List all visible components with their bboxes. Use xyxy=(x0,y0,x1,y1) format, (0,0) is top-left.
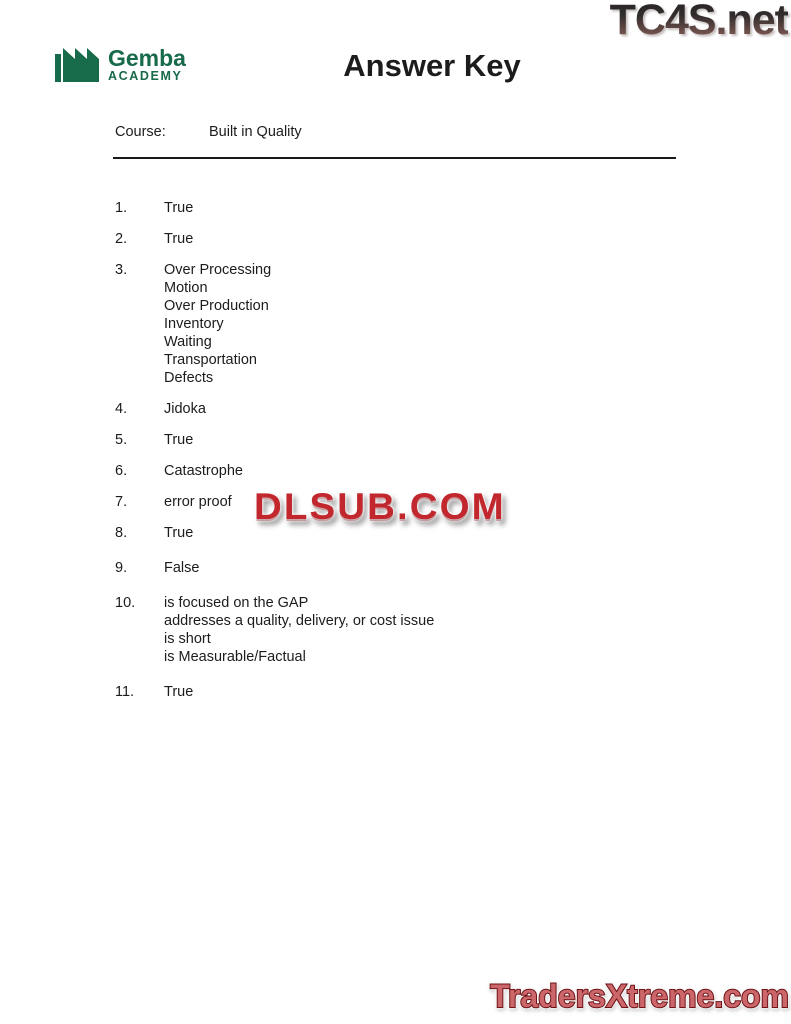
watermark-tradersxtreme: TradersXtreme.com xyxy=(490,978,789,1014)
answer-item xyxy=(115,230,675,248)
answer-line: Over Production xyxy=(164,298,269,314)
logo-subtitle: ACADEMY xyxy=(108,69,183,83)
answer-number: 1. xyxy=(115,200,128,216)
answer-line: is focused on the GAP xyxy=(164,595,309,611)
answer-lines xyxy=(164,230,193,248)
horizontal-rule xyxy=(113,157,676,159)
answer-item xyxy=(115,199,675,217)
answer-line: Waiting xyxy=(164,334,212,350)
answer-line: True xyxy=(164,231,194,247)
answer-number: 4. xyxy=(115,401,128,417)
answer-item xyxy=(115,594,675,666)
logo-brand: Gemba xyxy=(108,45,186,71)
answer-item xyxy=(115,261,675,387)
answer-line: True xyxy=(164,684,194,700)
answer-item xyxy=(115,559,675,577)
answer-item xyxy=(115,431,675,449)
page-title: Answer Key xyxy=(343,48,521,83)
answer-lines xyxy=(164,199,193,217)
answer-line: addresses a quality, delivery, or cost issue xyxy=(164,613,435,629)
gemba-academy-logo xyxy=(55,44,186,87)
answer-lines xyxy=(164,261,271,387)
answer-number: 3. xyxy=(115,262,128,278)
answer-line: Jidoka xyxy=(164,401,206,417)
answer-line: True xyxy=(164,525,194,541)
answer-lines xyxy=(164,524,193,542)
answer-list xyxy=(115,199,675,714)
answer-number: 6. xyxy=(115,463,128,479)
course-row xyxy=(115,124,302,140)
answer-lines xyxy=(164,462,243,480)
answer-lines xyxy=(164,400,206,418)
answer-number: 9. xyxy=(115,560,128,576)
answer-number: 7. xyxy=(115,494,128,510)
watermark-dlsub: DLSUB.COM xyxy=(254,486,506,527)
answer-lines xyxy=(164,594,434,666)
answer-line: Catastrophe xyxy=(164,463,243,479)
answer-item xyxy=(115,462,675,480)
answer-line: Defects xyxy=(164,370,214,386)
factory-icon xyxy=(55,44,101,87)
answer-line: Inventory xyxy=(164,316,224,332)
answer-line: Over Processing xyxy=(164,262,272,278)
course-label: Course: xyxy=(115,124,166,140)
answer-line: error proof xyxy=(164,494,232,510)
answer-line: Motion xyxy=(164,280,208,296)
answer-lines xyxy=(164,431,193,449)
answer-item xyxy=(115,683,675,701)
course-value: Built in Quality xyxy=(209,124,302,140)
answer-number: 2. xyxy=(115,231,128,247)
answer-line: True xyxy=(164,200,194,216)
answer-line: False xyxy=(164,560,200,576)
answer-number: 10. xyxy=(115,595,136,611)
answer-line: True xyxy=(164,432,194,448)
answer-number: 5. xyxy=(115,432,128,448)
answer-lines xyxy=(164,493,232,511)
answer-number: 11. xyxy=(115,684,135,700)
answer-item xyxy=(115,400,675,418)
answer-lines xyxy=(164,559,199,577)
answer-number: 8. xyxy=(115,525,128,541)
answer-line: is Measurable/Factual xyxy=(164,649,306,665)
answer-line: Transportation xyxy=(164,352,257,368)
answer-lines xyxy=(164,683,193,701)
answer-line: is short xyxy=(164,631,211,647)
logo-text xyxy=(108,45,186,83)
watermark-tc4s: TC4S.net xyxy=(610,0,788,45)
